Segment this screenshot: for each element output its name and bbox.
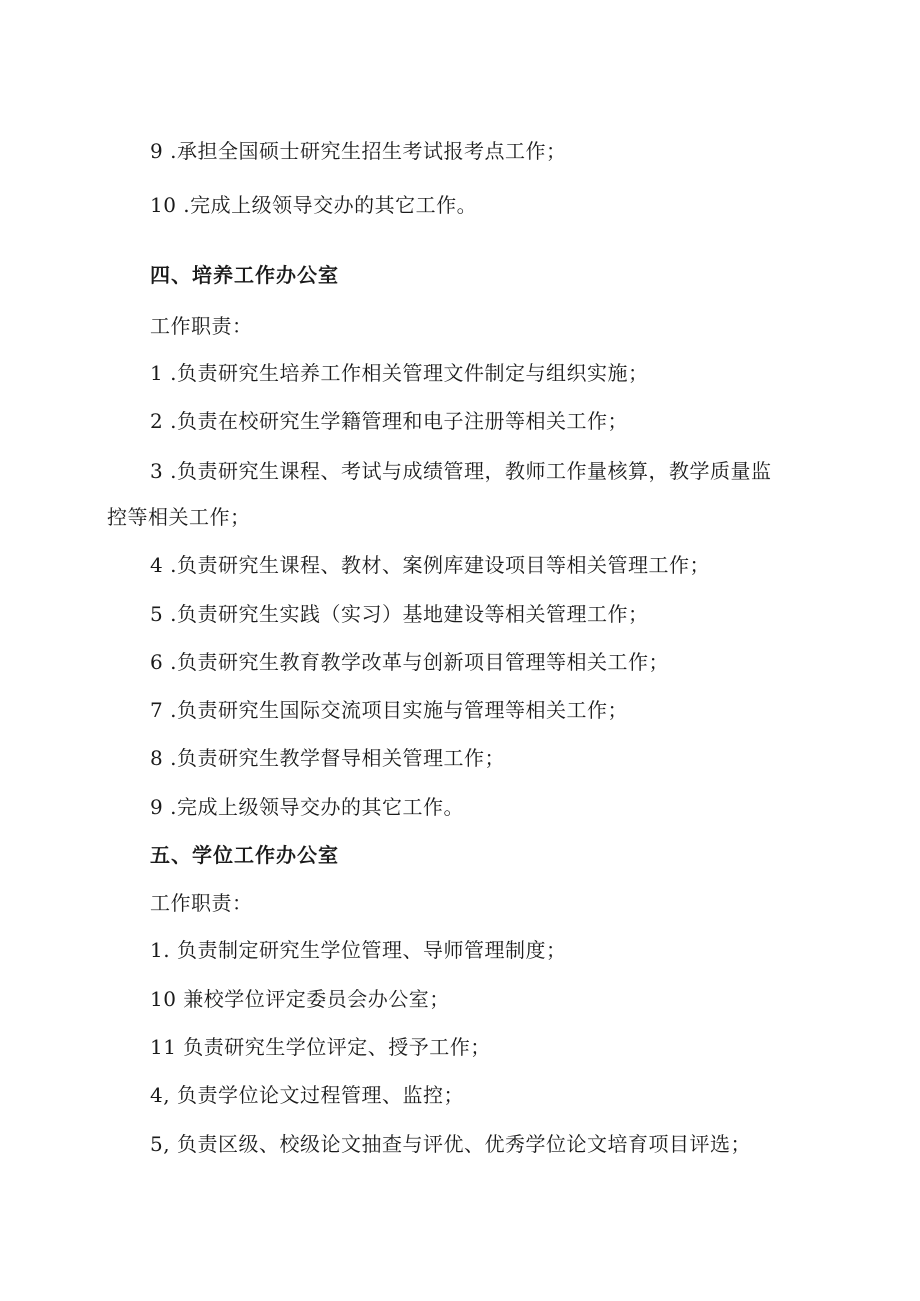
duty-item: 5 .负责研究生实践（实习）基地建设等相关管理工作； bbox=[150, 602, 649, 626]
duty-item: 9 .承担全国硕士研究生招生考试报考点工作； bbox=[150, 139, 567, 163]
duty-item: 5, 负责区级、校级论文抽查与评优、优秀学位论文培育项目评选； bbox=[150, 1132, 751, 1156]
section-heading-training-office: 四、培养工作办公室 bbox=[150, 263, 339, 287]
duty-item: 8 .负责研究生教学督导相关管理工作； bbox=[150, 746, 505, 770]
duties-label: 工作职责： bbox=[150, 314, 253, 338]
duty-item-continuation: 控等相关工作； bbox=[107, 505, 251, 529]
duty-item: 10 兼校学位评定委员会办公室； bbox=[150, 987, 450, 1011]
duty-item: 10 .完成上级领导交办的其它工作。 bbox=[150, 193, 478, 217]
duty-item: 3 .负责研究生课程、考试与成绩管理，教师工作量核算，教学质量监 bbox=[150, 459, 772, 483]
duty-item: 1 .负责研究生培养工作相关管理文件制定与组织实施； bbox=[150, 361, 649, 385]
duty-item: 1. 负责制定研究生学位管理、导师管理制度； bbox=[150, 938, 567, 962]
duties-label: 工作职责： bbox=[150, 891, 253, 915]
duty-item: 2 .负责在校研究生学籍管理和电子注册等相关工作； bbox=[150, 409, 628, 433]
duty-item: 9 .完成上级领导交办的其它工作。 bbox=[150, 795, 464, 819]
duty-item: 4 .负责研究生课程、教材、案例库建设项目等相关管理工作； bbox=[150, 553, 710, 577]
section-heading-degree-office: 五、学位工作办公室 bbox=[150, 843, 339, 867]
duty-item: 7 .负责研究生国际交流项目实施与管理等相关工作； bbox=[150, 698, 628, 722]
duty-item: 11 负责研究生学位评定、授予工作； bbox=[150, 1035, 491, 1059]
duty-item: 4, 负责学位论文过程管理、监控； bbox=[150, 1083, 464, 1107]
duty-item: 6 .负责研究生教育教学改革与创新项目管理等相关工作； bbox=[150, 650, 669, 674]
